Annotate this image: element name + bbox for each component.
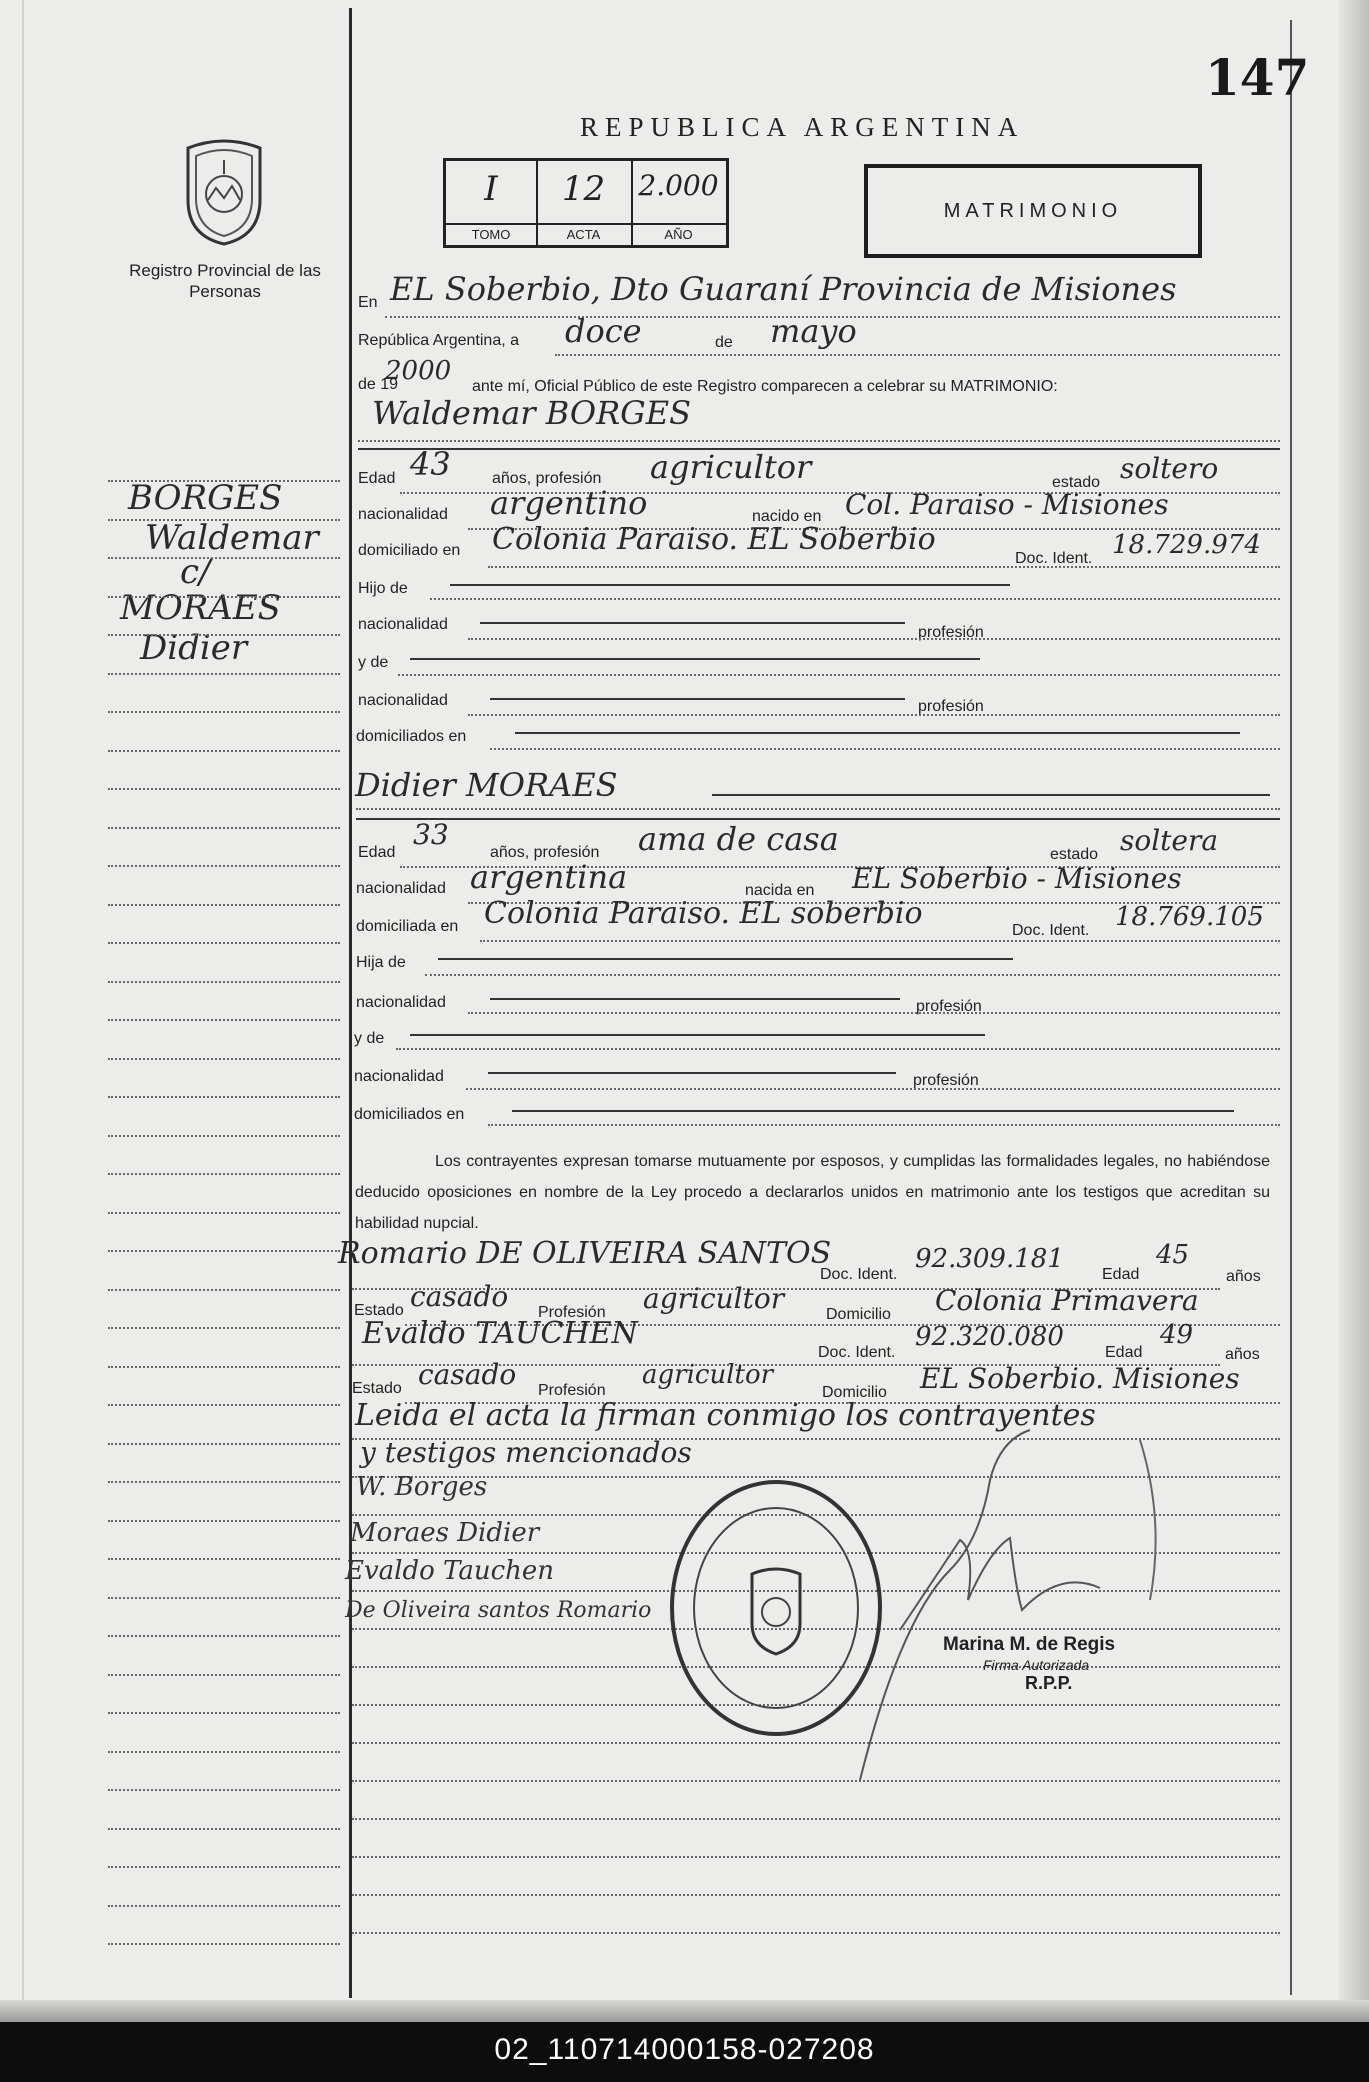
margin-ruled-line <box>108 1828 340 1830</box>
margin-ruled-line <box>108 634 340 636</box>
underline <box>468 1012 1280 1014</box>
margin-ruled-line <box>108 557 340 559</box>
margin-ruled-line <box>108 1943 340 1945</box>
groom-profession: agricultor <box>650 448 812 486</box>
margin-note: Waldemar <box>145 518 319 558</box>
year: 2000 <box>385 356 452 386</box>
witness2-profession: agricultor <box>642 1360 774 1390</box>
label-domiciliada-en: domiciliada en <box>356 918 459 935</box>
underline <box>555 354 1280 356</box>
label-profesion-w: Profesión <box>538 1304 606 1321</box>
margin-ruled-line <box>108 1597 340 1599</box>
margin-ruled-line <box>108 1135 340 1137</box>
acta-cell <box>536 161 633 245</box>
rule <box>490 698 905 700</box>
label-hijo-de: Hijo de <box>358 580 408 597</box>
label-y-de: y de <box>358 654 389 671</box>
rule <box>450 584 1010 586</box>
margin-ruled-line <box>108 1751 340 1753</box>
tomo-acta-box <box>443 158 729 248</box>
margin-ruled-line <box>108 1674 340 1676</box>
label-domicilio: Domicilio <box>826 1306 891 1323</box>
month: mayo <box>770 312 857 350</box>
bottom-ruled-line <box>352 1894 1280 1896</box>
margin-ruled-line <box>108 673 340 675</box>
groom-status: soltero <box>1120 452 1219 485</box>
witness1-address: Colonia Primavera <box>935 1284 1199 1317</box>
margin-note: c/ <box>180 552 211 592</box>
groom-age: 43 <box>410 445 451 483</box>
registry-name: Registro Provincial de las Personas <box>129 261 321 301</box>
stamp-rpp: R.P.P. <box>1025 1673 1073 1693</box>
margin-ruled-line <box>108 1905 340 1907</box>
rule <box>438 958 1013 960</box>
underline <box>356 808 1280 810</box>
label-anos: años <box>1226 1268 1261 1285</box>
margin-ruled-line <box>108 1366 340 1368</box>
label-estado: estado <box>1050 846 1099 863</box>
margin-ruled-line <box>108 788 340 790</box>
ano-cell <box>631 161 726 245</box>
groom-birthplace: Col. Paraiso - Misiones <box>845 488 1169 521</box>
label-estado-w: Estado <box>352 1380 402 1397</box>
margin-ruled-line <box>108 1289 340 1291</box>
official-signature-icon <box>840 1420 1180 1800</box>
witness2-doc: 92.320.080 <box>915 1322 1064 1352</box>
witness2-address: EL Soberbio. Misiones <box>920 1362 1240 1395</box>
signature-witness1: De Oliveira santos Romario <box>345 1598 652 1623</box>
country-title: REPUBLICA ARGENTINA <box>580 112 1025 142</box>
rule <box>712 794 1270 796</box>
ano-value: 2.000 <box>638 169 719 202</box>
margin-note: BORGES <box>128 478 283 518</box>
underline <box>480 940 1280 942</box>
rule <box>410 658 980 660</box>
label-profesion-w: Profesión <box>538 1382 606 1399</box>
rule <box>512 1110 1234 1112</box>
margin-ruled-line <box>108 480 340 482</box>
margin-ruled-line <box>108 1212 340 1214</box>
declaration-text: Los contrayentes expresan tomarse mutuamente por esposos, y cumplidas las formalidades legales, no habiéndose deducido oposiciones en nombre de la Ley procedo a declararlos unidos en matrimonio ante los testigos que acreditan su habilidad nupcial. <box>355 1153 1270 1232</box>
margin-ruled-line <box>108 1789 340 1791</box>
margin-ruled-line <box>108 1443 340 1445</box>
underline <box>488 1124 1280 1126</box>
stamp-subtitle: Firma Autorizada <box>983 1657 1090 1673</box>
witness1-profession: agricultor <box>643 1282 785 1315</box>
label-domicilio: Domicilio <box>822 1384 887 1401</box>
margin-ruled-line <box>108 981 340 983</box>
label-nacionalidad: nacionalidad <box>358 506 448 523</box>
margin-ruled-line <box>108 1058 340 1060</box>
page-number: 147 <box>1205 48 1310 107</box>
bottom-ruled-line <box>352 1818 1280 1820</box>
ano-label: AÑO <box>631 223 726 245</box>
label-edad: Edad <box>358 844 396 861</box>
acta-label: ACTA <box>536 223 631 245</box>
label-y-de: y de <box>354 1030 385 1047</box>
underline <box>468 714 1280 716</box>
margin-ruled-line <box>108 1520 340 1522</box>
margin-ruled-line <box>108 596 340 598</box>
rule <box>480 622 905 624</box>
rule <box>410 1034 985 1036</box>
underline <box>358 440 1280 442</box>
bride-nationality: argentina <box>470 858 628 896</box>
place: EL Soberbio, Dto Guaraní Provincia de Misiones <box>390 270 1177 308</box>
label-de-19: de 19 <box>358 376 399 393</box>
label-ante: ante mí, Oficial Público de este Registro comparecen a celebrar su MATRIMONIO: <box>472 378 1058 395</box>
label-estado: estado <box>1052 474 1101 491</box>
margin-ruled-line <box>108 519 340 521</box>
margin-ruled-line <box>108 1635 340 1637</box>
bride-address: Colonia Paraiso. EL soberbio <box>484 896 923 931</box>
right-rule <box>1290 20 1292 1995</box>
label-anos-profesion: años, profesión <box>492 470 602 487</box>
margin-ruled-line <box>108 711 340 713</box>
label-en: En <box>358 294 378 311</box>
province-seal-icon <box>178 138 270 246</box>
rule <box>488 1072 896 1074</box>
page-right-shade <box>1339 0 1369 2022</box>
closing-line1: Leida el acta la firman conmigo los contrayentes <box>355 1398 1096 1433</box>
label-anos-profesion: años, profesión <box>490 844 600 861</box>
margin-ruled-line <box>108 1712 340 1714</box>
underline <box>490 748 1280 750</box>
underline <box>396 1048 1280 1050</box>
label-estado-w: Estado <box>354 1302 404 1319</box>
underline <box>468 638 1280 640</box>
label-edad: Edad <box>358 470 396 487</box>
label-de: de <box>715 334 733 351</box>
margin-ruled-line <box>108 750 340 752</box>
margin-ruled-line <box>108 1327 340 1329</box>
underline <box>430 598 1280 600</box>
page-bottom-edge <box>0 2000 1369 2022</box>
label-nacionalidad: nacionalidad <box>356 880 446 897</box>
rule <box>515 732 1240 734</box>
tomo-value: I <box>484 169 498 209</box>
margin-ruled-line <box>108 1404 340 1406</box>
underline <box>398 674 1280 676</box>
day: doce <box>565 312 642 350</box>
underline <box>488 566 1280 568</box>
rule <box>358 448 1280 450</box>
margin-rule <box>349 8 352 1998</box>
margin-ruled-line <box>108 942 340 944</box>
label-domiciliados-en: domiciliados en <box>354 1106 465 1123</box>
closing-line2: y testigos mencionados <box>360 1436 692 1469</box>
footer-code: 02_110714000158-027208 <box>0 2022 1369 2082</box>
witness2-age: 49 <box>1160 1320 1194 1350</box>
act-type-box: MATRIMONIO <box>864 164 1202 258</box>
bride-doc: 18.769.105 <box>1115 902 1264 932</box>
label-doc-ident: Doc. Ident. <box>1015 550 1093 567</box>
label-nacionalidad: nacionalidad <box>358 692 448 709</box>
witness1-age: 45 <box>1156 1240 1190 1270</box>
groom-doc: 18.729.974 <box>1112 530 1261 560</box>
bride-status: soltera <box>1120 824 1219 857</box>
margin-ruled-line <box>108 865 340 867</box>
witness1-status: casado <box>410 1280 509 1313</box>
acta-value: 12 <box>561 169 606 209</box>
label-doc-ident: Doc. Ident. <box>820 1266 898 1283</box>
signature-witness2: Evaldo Tauchen <box>345 1556 555 1586</box>
margin-ruled-line <box>108 904 340 906</box>
margin-ruled-line <box>108 1481 340 1483</box>
underline <box>425 974 1280 976</box>
label-doc-ident: Doc. Ident. <box>818 1344 896 1361</box>
tomo-cell <box>446 161 538 245</box>
underline <box>466 1088 1280 1090</box>
margin-ruled-line <box>108 1250 340 1252</box>
margin-ruled-line <box>108 1558 340 1560</box>
bottom-ruled-line <box>352 1932 1280 1934</box>
signature-groom: W. Borges <box>356 1472 488 1502</box>
label-nacida-en: nacida en <box>745 882 815 899</box>
bride-full-name: Didier MORAES <box>355 766 618 804</box>
margin-ruled-line <box>108 1019 340 1021</box>
label-anos: años <box>1225 1346 1260 1363</box>
label-nacionalidad: nacionalidad <box>356 994 446 1011</box>
label-domiciliado-en: domiciliado en <box>358 542 461 559</box>
witness2-status: casado <box>418 1358 517 1391</box>
margin-note: Didier <box>140 628 248 668</box>
label-nacido-en: nacido en <box>752 508 822 525</box>
margin-ruled-line <box>108 1096 340 1098</box>
label-domiciliados-en: domiciliados en <box>356 728 467 745</box>
groom-nationality: argentino <box>490 484 648 522</box>
bride-profession: ama de casa <box>638 820 839 858</box>
label-profesion: profesión <box>916 998 982 1015</box>
margin-ruled-line <box>108 1866 340 1868</box>
bride-birthplace: EL Soberbio - Misiones <box>852 862 1182 895</box>
label-hija-de: Hija de <box>356 954 406 971</box>
tomo-label: TOMO <box>446 223 536 245</box>
margin-ruled-line <box>108 827 340 829</box>
label-nacionalidad: nacionalidad <box>358 616 448 633</box>
signature-bride: Moraes Didier <box>350 1518 540 1548</box>
bride-age: 33 <box>413 818 449 851</box>
label-doc-ident: Doc. Ident. <box>1012 922 1090 939</box>
bottom-ruled-line <box>352 1856 1280 1858</box>
label-profesion: profesión <box>918 624 984 641</box>
stamp-official-name: Marina M. de Regis <box>943 1634 1116 1655</box>
groom-full-name: Waldemar BORGES <box>372 394 692 432</box>
witness1-doc: 92.309.181 <box>915 1244 1064 1274</box>
label-nacionalidad: nacionalidad <box>354 1068 444 1085</box>
witness2-name: Evaldo TAUCHEN <box>362 1316 638 1351</box>
margin-ruled-line <box>108 1173 340 1175</box>
label-profesion: profesión <box>918 698 984 715</box>
page-left-edge <box>22 0 24 2000</box>
label-republica: República Argentina, a <box>358 332 519 349</box>
label-profesion: profesión <box>913 1072 979 1089</box>
groom-address: Colonia Paraiso. EL Soberbio <box>492 522 936 557</box>
label-edad: Edad <box>1105 1344 1143 1361</box>
rule <box>490 998 900 1000</box>
label-edad: Edad <box>1102 1266 1140 1283</box>
witness1-name: Romario DE OLIVEIRA SANTOS <box>338 1236 832 1271</box>
margin-note: MORAES <box>120 588 281 628</box>
